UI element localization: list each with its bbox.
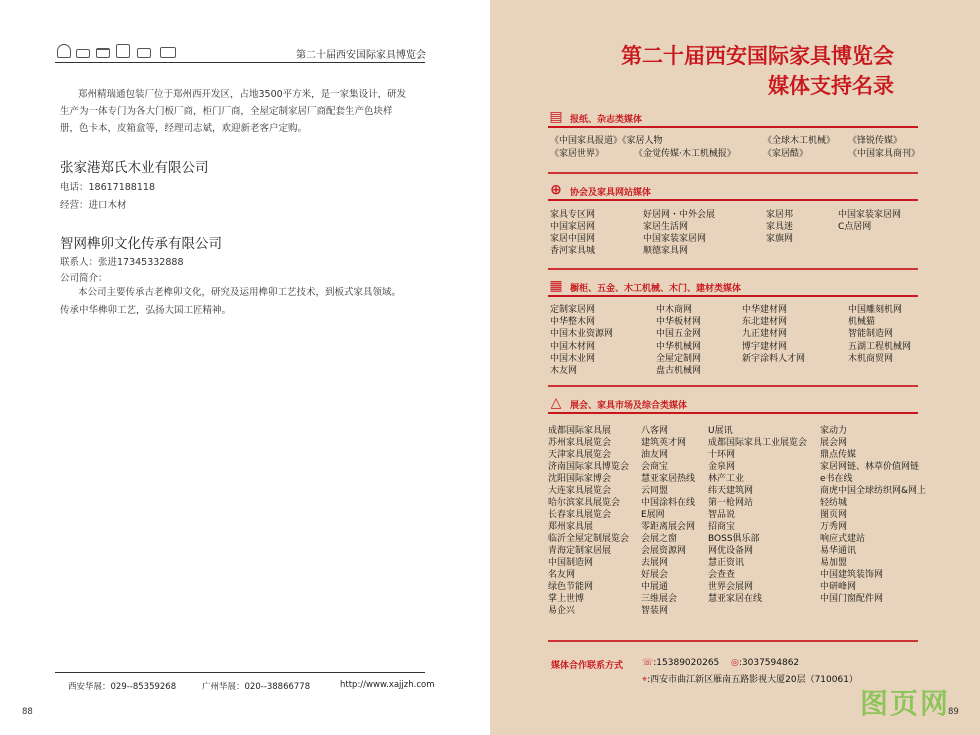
sofa-icon [76, 49, 90, 58]
media-item: 第一枪网站 [708, 498, 754, 508]
section-rule [548, 126, 918, 128]
media-item: C点居网 [838, 222, 872, 232]
media-item: 三维展会 [641, 594, 678, 604]
media-item: 智能制造网 [848, 329, 894, 340]
media-item: 《中国家具商刊》 [848, 149, 921, 159]
globe-icon: ⊕ [550, 182, 562, 198]
footer-guangzhou: 广州华展：020--38866778 [202, 682, 311, 692]
contact-address-value: :西安市曲江新区雁南五路影视大厦20层（710061） [647, 675, 858, 685]
media-item: e书在线 [820, 474, 853, 484]
contact-phone [642, 658, 719, 668]
media-item: 沈阳国际家博会 [548, 474, 612, 484]
media-item: 九正建材网 [742, 329, 788, 340]
building-icon: ▦ [549, 278, 563, 294]
media-item: 建筑英才网 [641, 438, 687, 448]
media-item: 云同盟 [641, 486, 669, 496]
media-item: 家具专区网 [550, 210, 596, 220]
media-item: 《家居世界》 [550, 149, 605, 159]
media-item: 香河家具城 [550, 246, 596, 256]
media-item: 定制家居网 [550, 305, 596, 315]
media-item: 中华整木网 [550, 317, 596, 328]
section-title: 报纸、杂志类媒体 [570, 115, 643, 125]
company2-profile-line-2: 传承中华榫卯工艺，弘扬大国工匠精神。 [60, 305, 232, 316]
media-item: 中国制造网 [548, 558, 594, 568]
media-item: 家具迷 [766, 222, 794, 232]
media-item: 世界会展网 [708, 582, 754, 592]
cabinet-icon [116, 44, 130, 58]
media-item: 零距离展会网 [641, 522, 696, 532]
media-item: 《金觉传媒·木工机械报》 [634, 149, 736, 159]
media-item: 家居邦 [766, 210, 794, 220]
media-item: 好展会 [641, 570, 669, 580]
section-rule [548, 295, 918, 297]
media-item: 慧亚家居热线 [641, 474, 696, 484]
media-item: 中华机械网 [656, 341, 702, 352]
media-item: 中国雕刻机网 [848, 305, 903, 315]
media-item: 《锋锐传媒》 [848, 136, 903, 146]
media-item: 济南国际家具博览会 [548, 462, 630, 472]
contact-label: 媒体合作联系方式 [551, 661, 624, 671]
media-item: 中国涂料在线 [641, 498, 696, 508]
media-item: 五湖工程机械网 [848, 341, 912, 352]
media-item: 大连家具展览会 [548, 486, 612, 496]
company1-business: 经营：进口木材 [60, 200, 127, 211]
company1-phone: 电话：18617188118 [60, 182, 155, 193]
contact-qq-value: :3037594862 [738, 658, 800, 668]
media-item: 博宇建材网 [742, 341, 788, 352]
media-item: 中国建筑装饰网 [820, 570, 884, 580]
bed-icon [137, 48, 151, 58]
media-item: 中国家装家居网 [838, 210, 902, 220]
media-item: BOSS俱乐部 [708, 534, 760, 544]
media-item: 万秀网 [820, 522, 848, 532]
media-item: 易企兴 [548, 606, 576, 616]
section-title: 橱柜、五金、木工机械、木门、建材类媒体 [570, 284, 742, 294]
media-item: 中研峰网 [820, 582, 857, 592]
media-item: 中国门窗配件网 [820, 594, 884, 604]
section-separator [548, 640, 918, 642]
contact-address [642, 672, 858, 685]
exhibition-icon: △ [550, 395, 562, 411]
media-item: 智装网 [641, 606, 669, 616]
media-item: 易华通讯 [820, 546, 857, 556]
media-item: 临沂全屋定制展览会 [548, 534, 630, 544]
media-item: 会商宝 [641, 462, 669, 472]
media-item: 商虎中国全球纺织网&网上 [820, 486, 927, 496]
media-item: 中华板材网 [656, 317, 702, 328]
media-item: 十环网 [708, 450, 736, 460]
qq-icon: ◎ [731, 658, 739, 668]
media-item: 东北建材网 [742, 317, 788, 328]
section-rule [548, 412, 918, 414]
media-item: 天津家具展览会 [548, 450, 612, 460]
media-item: 去展网 [641, 558, 669, 568]
chair-icon [57, 44, 71, 58]
media-item: 鼎点传媒 [820, 450, 857, 460]
company2-profile-label: 公司简介： [60, 273, 108, 284]
media-item: 图页网 [820, 510, 848, 520]
phone-icon: ☏ [642, 658, 654, 668]
media-item: E展网 [641, 510, 665, 520]
company2-profile-line-1: 本公司主要传承古老榫卯文化，研究及运用榫卯工艺技术，到板式家具领域。 [78, 287, 402, 298]
media-item: 《中国家具报道》《家居人物 [550, 136, 663, 146]
media-item: 顺德家具网 [643, 246, 689, 256]
section-title: 协会及家具网站媒体 [570, 188, 652, 198]
company2-contact: 联系人：张进17345332888 [60, 257, 184, 268]
media-item: 家居生活网 [643, 222, 689, 232]
page-number-right: 89 [948, 707, 959, 717]
media-item: 慧正资讯 [708, 558, 745, 568]
contact-qq [731, 658, 799, 668]
media-item: 《家居酷》 [763, 149, 809, 159]
contact-phone-value: :15389020265 [653, 658, 720, 668]
media-item: 绿色节能网 [548, 582, 594, 592]
media-item: 轻纺城 [820, 498, 848, 508]
media-item: 招商宝 [708, 522, 736, 532]
section-rule [548, 199, 918, 201]
media-item: 中国木业资源网 [550, 329, 614, 340]
media-item: 中国五金网 [656, 329, 702, 340]
section-separator [548, 172, 918, 174]
footer-url[interactable]: http://www.xajjzh.com [340, 680, 435, 690]
media-item: 青海定制家居展 [548, 546, 612, 556]
media-item: 木友网 [550, 366, 578, 376]
header-title: 第二十届西安国际家具博览会 [296, 50, 426, 61]
media-item: 金泉网 [708, 462, 736, 472]
media-item: 中华建材网 [742, 305, 788, 315]
media-item: 展会网 [820, 438, 848, 448]
section-separator [548, 268, 918, 270]
media-item: 郑州家具展 [548, 522, 594, 532]
watermark: 图页网 [860, 687, 951, 720]
section-separator [548, 385, 918, 387]
media-item: 掌上世博 [548, 594, 585, 604]
footer-xian: 西安华展：029--85359268 [68, 682, 177, 692]
media-item: 机械猫 [848, 317, 876, 328]
media-item: 会查查 [708, 570, 736, 580]
location-icon: ⌖ [642, 675, 648, 685]
media-item: 网优设备网 [708, 546, 754, 556]
media-item: 好居网・中外会展 [643, 210, 716, 220]
media-item: 响应式建站 [820, 534, 866, 544]
media-item: 长春家具展览会 [548, 510, 612, 520]
media-item: 油友网 [641, 450, 669, 460]
intro-line-2: 生产为一体专门为各大门板厂商，柜门厂商，全屋定制家居厂商配套生产色块样 [60, 106, 393, 117]
media-item: 中木商网 [656, 305, 693, 315]
media-item: 慧亚家居在线 [708, 594, 763, 604]
media-item: 智品说 [708, 510, 736, 520]
media-item: 家旗网 [766, 234, 794, 244]
intro-line-1: 郑州精瑞通包装厂位于郑州西开发区，占地3500平方米，是一家集设计，研发 [78, 89, 407, 100]
media-item: 成都国际家具工业展览会 [708, 438, 808, 448]
media-item: 家居中国网 [550, 234, 596, 244]
media-item: 成都国际家具展 [548, 426, 612, 436]
intro-line-3: 册，色卡本，皮箱盒等，经理司志斌，欢迎新老客户定购。 [60, 123, 308, 134]
section-title: 展会、家具市场及综合类媒体 [570, 401, 688, 411]
media-item: 八客网 [641, 426, 669, 436]
media-item: 中国家装家居网 [643, 234, 707, 244]
directory-title-line2: 媒体支持名录 [768, 74, 894, 98]
media-item: 木机商贸网 [848, 353, 894, 364]
directory-title-line1: 第二十届西安国际家具博览会 [621, 44, 894, 68]
footer-divider [55, 672, 425, 673]
media-item: 纬天建筑网 [708, 486, 754, 496]
media-item: 中国木材网 [550, 341, 596, 352]
media-item: 会展资源网 [641, 546, 687, 556]
media-item: 易加盟 [820, 558, 848, 568]
media-item: 家居网链、林草价值网链 [820, 462, 920, 472]
media-item: 中展通 [641, 582, 669, 592]
page-number-left: 88 [22, 707, 33, 717]
newspaper-icon: ▤ [549, 109, 563, 125]
media-item: 会展之窗 [641, 534, 678, 544]
company1-name: 张家港郑氏木业有限公司 [60, 160, 209, 176]
media-item: 家动力 [820, 426, 848, 436]
table-icon [96, 48, 110, 58]
media-item: 中国木业网 [550, 353, 596, 364]
media-item: U展讯 [708, 426, 733, 436]
company2-name: 智网榫卯文化传承有限公司 [60, 236, 222, 252]
media-item: 盘古机械网 [656, 366, 702, 376]
media-item: 哈尔滨家具展览会 [548, 498, 621, 508]
media-item: 苏州家具展览会 [548, 438, 612, 448]
media-item: 中国家居网 [550, 222, 596, 232]
media-item: 名友网 [548, 570, 576, 580]
media-item: 全屋定制网 [656, 353, 702, 364]
media-item: 林产工业 [708, 474, 745, 484]
media-item: 《全球木工机械》 [763, 136, 836, 146]
header-divider [55, 62, 425, 63]
media-item: 新宇涂料人才网 [742, 353, 806, 364]
drawer-icon [160, 47, 176, 58]
